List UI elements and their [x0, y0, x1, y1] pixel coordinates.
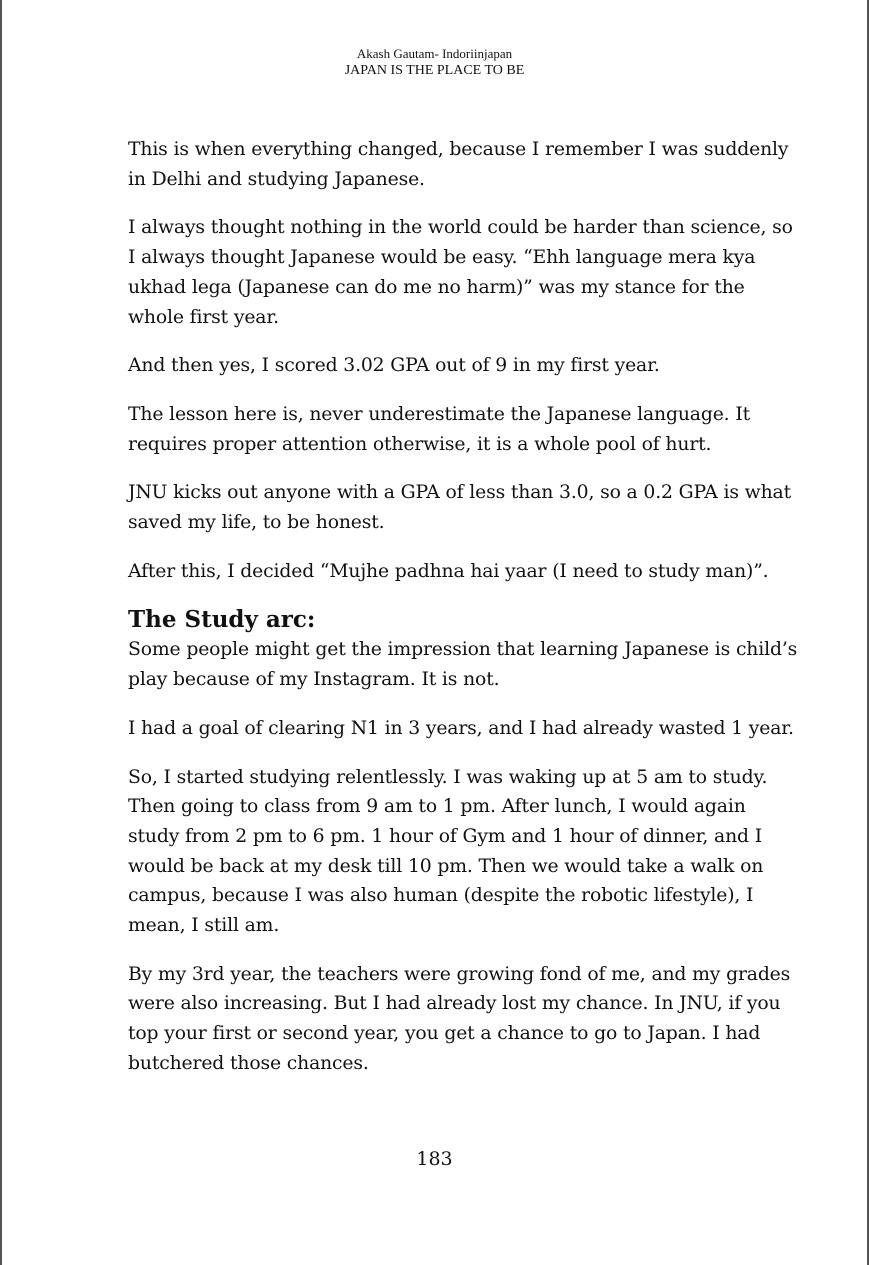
paragraph: And then yes, I scored 3.02 GPA out of 9 in my first year. [128, 355, 660, 377]
section-heading: The Study arc: [128, 606, 316, 634]
header-author: Akash Gautam- Indoriinjapan [356, 46, 513, 61]
paragraph: Some people might get the impression that learning Japanese is child’s play because of my Instagram. It is not. [128, 639, 798, 691]
paragraph: JNU kicks out anyone with a GPA of less than 3.0, so a 0.2 GPA is what saved my life, to be honest. [128, 482, 791, 534]
paragraph: I always thought nothing in the world could be harder than science, so I always thought Japanese would be easy. “Ehh language mera kya ukhad lega (Japanese can do me no harm)” was my stance for the whole first year. [128, 217, 793, 328]
paragraph: By my 3rd year, the teachers were growing fond of me, and my grades were also increasing. But I had already lost my chance. In JNU, if you top your first or second year, you get a chance to go to Japan. I had butchered those chances. [128, 963, 791, 1074]
paragraph: The lesson here is, never underestimate the Japanese language. It requires proper attention otherwise, it is a whole pool of hurt. [128, 403, 750, 455]
page-number: 183 [416, 1148, 453, 1170]
paragraph: I had a goal of clearing N1 in 3 years, and I had already wasted 1 year. [128, 717, 794, 739]
running-header [2, 45, 867, 79]
page-body [128, 135, 798, 1098]
paragraph: After this, I decided “Mujhe padhna hai yaar (I need to study man)”. [128, 560, 769, 582]
paragraph: So, I started studying relentlessly. I was waking up at 5 am to study. Then going to class from 9 am to 1 pm. After lunch, I would again study from 2 pm to 6 pm. 1 hour of Gym and 1 hour of dinner, and I would be back at my desk till 10 pm. Then we would take a walk on campus, because I was also human (despite the robotic lifestyle), I mean, I still am. [128, 766, 768, 937]
paragraph: This is when everything changed, because I remember I was suddenly in Delhi and studying Japanese. [128, 139, 789, 190]
header-book-title: JAPAN IS THE PLACE TO BE [344, 63, 525, 78]
